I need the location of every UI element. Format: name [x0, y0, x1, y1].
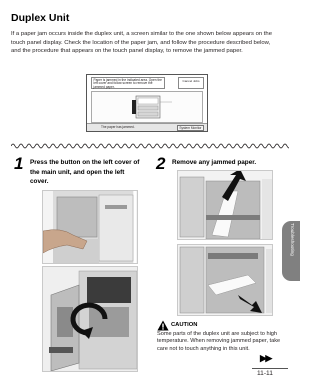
- step-1-text: Press the button on the left cover of the main unit, and open the left cover.: [30, 159, 140, 185]
- step-2-photo-remove-bottom: [177, 244, 273, 316]
- caution-warning-icon: [157, 320, 169, 331]
- caution-text: Some parts of the duplex unit are subject to high temperature. When removing jammed paper, take care not to touch anything in this unit.: [157, 331, 281, 352]
- chapter-tab-label: Troubleshooting: [290, 223, 295, 256]
- panel-system-monitor-button: System Monitor: [177, 125, 204, 132]
- step-1-photo-left-cover: [42, 266, 138, 372]
- section-title: Duplex Unit: [11, 12, 70, 24]
- panel-message: Paper is jammed in the indicated area. Open the left cover and follow screen to remove the jammed paper.: [91, 77, 165, 89]
- step-2-number: 2: [156, 154, 166, 173]
- wavy-divider: [11, 142, 289, 150]
- step-1-photo-open-cover: [42, 190, 138, 264]
- page-number-rule: [252, 368, 288, 369]
- page-number: 11-11: [257, 370, 273, 377]
- step-2-photo-remove-top: [177, 170, 273, 240]
- panel-machine-illustration: [91, 91, 203, 123]
- intro-paragraph: If a paper jam occurs inside the duplex unit, a screen similar to the one shown below appears on the touch panel display. Check the location of the paper jam, and follow the procedure described below, and the procedure that appears on the touch panel display, to remove the jammed paper.: [11, 31, 272, 55]
- panel-cancel-jobs-button: Cancel Jobs: [178, 77, 204, 89]
- touch-panel-display: [86, 74, 208, 132]
- panel-status-text: The paper has jammed.: [101, 125, 135, 129]
- step-1-number: 1: [14, 154, 24, 173]
- step-2-text: Remove any jammed paper.: [172, 159, 257, 166]
- panel-status-bar: [87, 123, 207, 131]
- next-page-arrows-icon: ▶▶: [260, 353, 271, 363]
- caution-label: CAUTION: [171, 322, 198, 328]
